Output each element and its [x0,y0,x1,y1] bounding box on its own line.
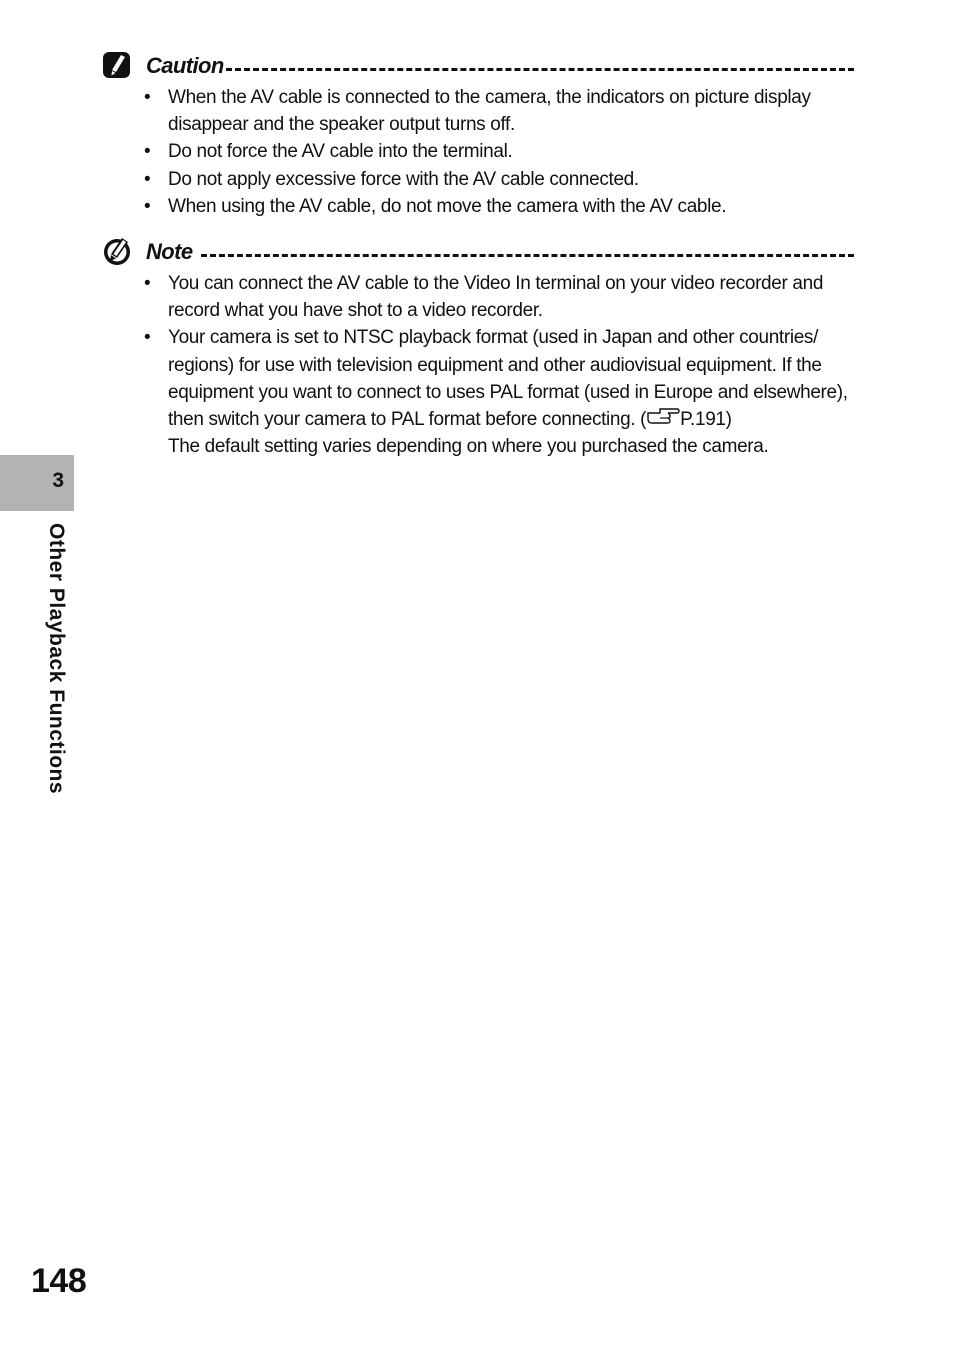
note-followup: The default setting varies depending on where you purchased the camera. [168,436,769,458]
chapter-number: 3 [52,469,64,492]
caution-divider [226,68,854,71]
caution-pencil-icon [102,50,132,80]
chapter-tab [0,455,74,511]
caution-section [102,48,854,220]
caution-list [102,84,854,220]
list-item: • Your camera is set to NTSC playback format (used in Japan and other countries/ regions) for use with television equipment and other audiovisual equipment. If the equipment you want to connect to uses PAL format (used in Europe and elsewhere), then switch your camera to PAL format before connecting. ( P.191) The default setting varies depending on where you purchased the camera. [144,327,848,458]
page-reference[interactable]: P.191) [680,409,732,431]
list-item: • When using the AV cable, do not move the camera with the AV cable. [144,195,727,217]
chapter-title: Other Playback Functions [45,523,68,795]
note-heading [102,234,854,266]
caution-heading [102,48,854,80]
note-divider [201,254,855,257]
note-section [102,234,854,460]
list-item: • You can connect the AV cable to the Video In terminal on your video recorder and record what you have shot to a video recorder. [144,273,824,322]
list-item: • When the AV cable is connected to the camera, the indicators on picture display disappear and the speaker output turns off. [144,87,811,136]
page-number: 148 [31,1262,87,1300]
note-pencil-icon [102,236,132,266]
note-list [102,270,854,460]
list-item: • Do not force the AV cable into the terminal. [144,141,513,163]
pointing-hand-icon [646,407,680,427]
list-item: • Do not apply excessive force with the AV cable connected. [144,168,639,190]
note-title: Note [146,239,193,264]
caution-title: Caution [146,53,224,78]
